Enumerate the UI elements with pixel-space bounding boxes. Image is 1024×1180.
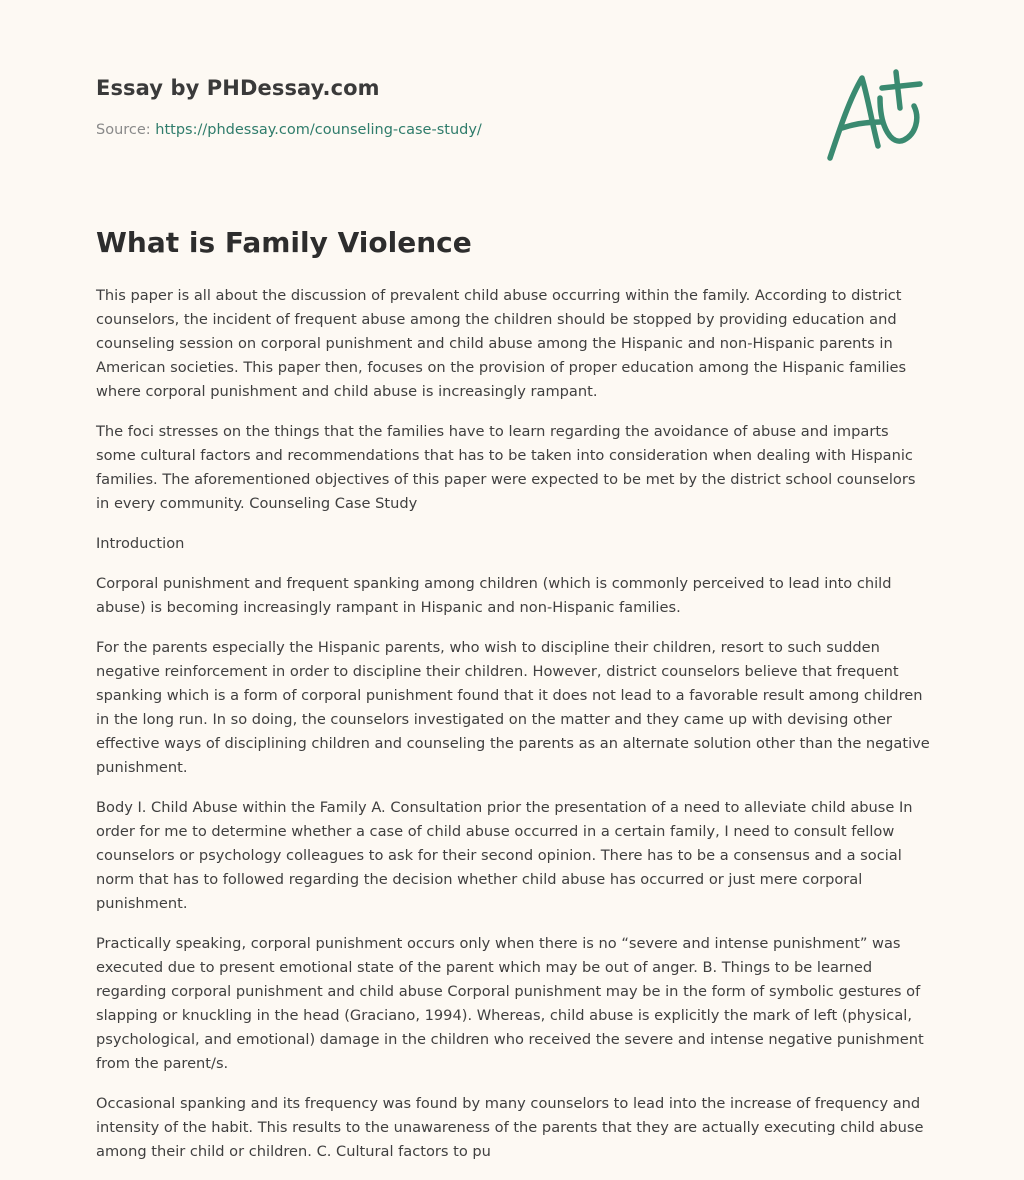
paragraph: This paper is all about the discussion of prevalent child abuse occurring within the family. According to district counselors, the incident of frequent abuse among the children should be stopped by providing education and counseling session on corporal punishment and child abuse among the Hispanic and non-Hispanic parents in American societies. This paper then, focuses on the provision of proper education among the Hispanic families where corporal punishment and child abuse is increasingly rampant.: [96, 287, 907, 400]
essay-header: [96, 76, 936, 138]
paragraph: Corporal punishment and frequent spanking among children (which is commonly perceived to lead into child abuse) is becoming increasingly rampant in Hispanic and non-Hispanic families.: [96, 575, 892, 616]
paragraph: Practically speaking, corporal punishment occurs only when there is no “severe and intense punishment” was executed due to present emotional state of the parent which may be out of anger. B. Things to be learned regarding corporal punishment and child abuse Corporal punishment may be in the form of symbolic gestures of slapping or knuckling in the head (Graciano, 1994). Whereas, child abuse is explicitly the mark of left (physical, psychological, and emotional) damage in the children who received the severe and intense negative punishment from the parent/s.: [96, 935, 924, 1072]
section-heading-introduction: Introduction: [96, 535, 185, 552]
paragraph: For the parents especially the Hispanic parents, who wish to discipline their children, resort to such sudden negative reinforcement in order to discipline their children. However, district counselors believe that frequent spanking which is a form of corporal punishment found that it does not lead to a favorable result among children in the long run. In so doing, the counselors investigated on the matter and they came up with devising other effective ways of disciplining children and counseling the parents as an alternate solution other than the negative punishment.: [96, 639, 930, 776]
a-plus-logo-icon: [820, 68, 930, 168]
page-title: What is Family Violence: [96, 226, 472, 259]
paragraph: Occasional spanking and its frequency was found by many counselors to lead into the increase of frequency and intensity of the habit. This results to the unawareness of the parents that they are actually executing child abuse among their child or children. C. Cultural factors to pu: [96, 1095, 924, 1160]
paragraph: Body I. Child Abuse within the Family A. Consultation prior the presentation of a need to alleviate child abuse In order for me to determine whether a case of child abuse occurred in a certain family, I need to consult fellow counselors or psychology colleagues to ask for their second opinion. There has to be a consensus and a social norm that has to followed regarding the decision whether child abuse has occurred or just mere corporal punishment.: [96, 799, 913, 912]
source-line: [96, 122, 936, 138]
brand-name: Essay by PHDessay.com: [96, 76, 380, 100]
essay-body: [96, 284, 932, 1180]
source-link[interactable]: https://phdessay.com/counseling-case-study/: [155, 122, 482, 138]
paragraph: The foci stresses on the things that the families have to learn regarding the avoidance of abuse and imparts some cultural factors and recommendations that has to be taken into consideration when dealing with Hispanic families. The aforementioned objectives of this paper were expected to be met by the district school counselors in every community. Counseling Case Study: [96, 423, 916, 512]
source-label: Source:: [96, 122, 151, 138]
